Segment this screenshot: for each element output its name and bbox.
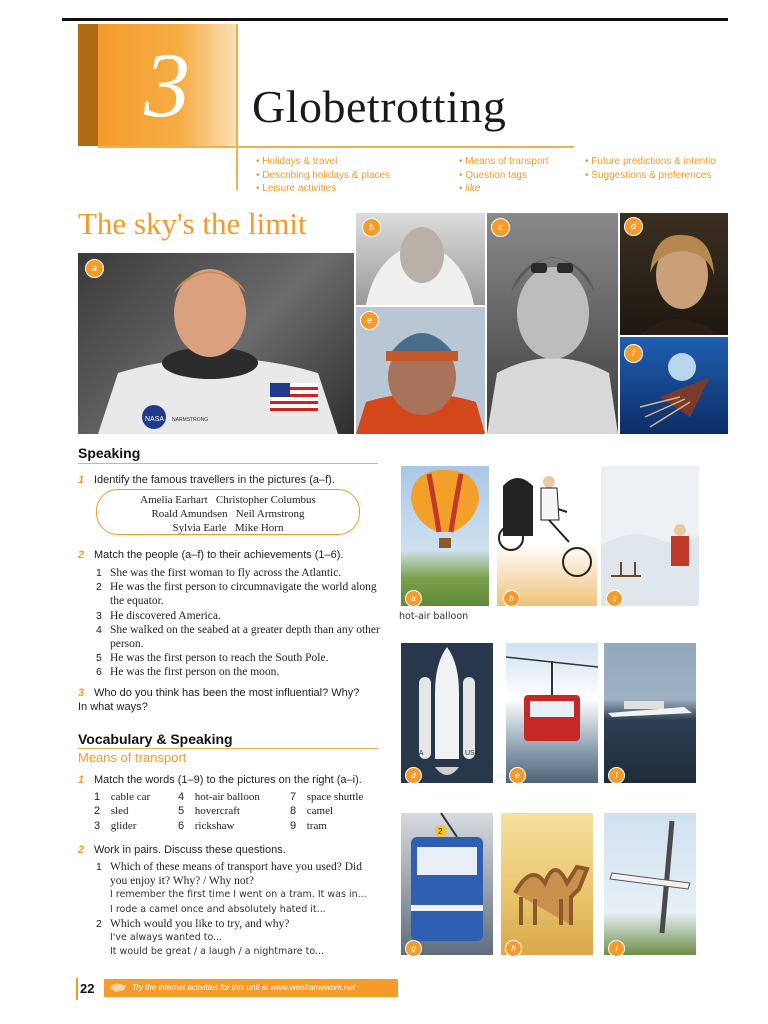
traveller-name: Sylvia Earle bbox=[172, 522, 227, 534]
speaking-question-2: 2 Match the people (a–f) to their achievements (1–6). bbox=[78, 549, 344, 561]
traveller-name: Neil Armstrong bbox=[235, 508, 305, 520]
list-item: 6 He was the first person on the moon. bbox=[96, 666, 280, 679]
speaking-question-3: 3 Who do you think has been the most influential? Why? In what ways? bbox=[78, 687, 360, 713]
traveller-name: Roald Amundsen bbox=[151, 508, 228, 520]
vocab-column-2 bbox=[178, 790, 288, 833]
photo-label-b: b bbox=[362, 218, 381, 237]
photo-label-c: c bbox=[491, 218, 510, 237]
astronaut-illustration bbox=[78, 253, 354, 434]
vocab-rule bbox=[78, 748, 378, 749]
lesson-title: The sky's the limit bbox=[78, 206, 307, 241]
topics-column-3 bbox=[585, 155, 728, 182]
vocab-heading: Vocabulary & Speaking bbox=[78, 731, 233, 747]
topic-item: • Suggestions & preferences bbox=[585, 169, 728, 183]
illustration-label-h: h bbox=[505, 940, 522, 957]
illustration-label-a: a bbox=[405, 590, 422, 607]
vocab-question-1: 1 Match the words (1–9) to the pictures on the right (a–i). bbox=[78, 774, 362, 786]
unit-title: Globetrotting bbox=[252, 81, 507, 132]
topic-item: • Future predictions & intentio bbox=[585, 155, 728, 169]
illustration-a-hot-air-balloon bbox=[401, 466, 489, 606]
vocab-word: 7 space shuttle bbox=[290, 791, 364, 803]
topic-item: • Means of transport bbox=[459, 155, 549, 169]
header-vertical-rule bbox=[236, 24, 238, 190]
illustration-e-cable-car bbox=[506, 643, 598, 783]
illustration-b-rickshaw bbox=[497, 466, 597, 606]
illustration-label-i: i bbox=[608, 940, 625, 957]
topics-column-2 bbox=[459, 155, 549, 196]
footer-accent-bar bbox=[76, 978, 78, 1000]
vocab-subheading: Means of transport bbox=[78, 750, 187, 765]
list-item: 2 He was the first person to circumnavigate the world along the equator. bbox=[96, 581, 377, 608]
illustration-f-hovercraft bbox=[604, 643, 696, 783]
illustration-label-g: g bbox=[405, 940, 422, 957]
photo-a-nasa-logo: NASA bbox=[145, 416, 165, 423]
discussion-questions bbox=[96, 860, 381, 959]
list-item: 3 He discovered America. bbox=[96, 609, 221, 622]
list-item: 1 She was the first woman to fly across the Atlantic. bbox=[96, 567, 342, 579]
list-item: 1 Which of these means of transport have you used? Did you enjoy it? Why? / Why not? bbox=[96, 861, 362, 888]
traveller-name: Mike Horn bbox=[234, 522, 284, 534]
illustration-i-glider bbox=[604, 813, 696, 955]
vocab-question-2: 2 Work in pairs. Discuss these questions. bbox=[78, 844, 286, 856]
hand-pointer-icon bbox=[108, 980, 128, 996]
page-number: 22 bbox=[80, 981, 95, 996]
example-sentence: I rode a camel once and absolutely hated it... bbox=[110, 903, 326, 915]
list-item: 2 Which would you like to try, and why? bbox=[96, 917, 290, 930]
vocab-word: 2 sled bbox=[94, 805, 129, 818]
top-border bbox=[62, 18, 728, 21]
header-horizontal-rule bbox=[98, 146, 574, 148]
vocab-word: 5 hovercraft bbox=[178, 805, 240, 818]
vocab-word: 3 glider bbox=[94, 819, 137, 832]
speaking-question-1: 1 Identify the famous travellers in the pictures (a–f). bbox=[78, 474, 335, 486]
illustration-label-b: b bbox=[503, 590, 520, 607]
illustration-caption: hot-air balloon bbox=[399, 611, 469, 622]
topic-item: • Question tags bbox=[459, 169, 549, 183]
photo-label-f: f bbox=[624, 344, 643, 363]
speaking-heading: Speaking bbox=[78, 445, 141, 461]
speaking-rule bbox=[78, 463, 378, 464]
list-item: 5 He was the first person to reach the South Pole. bbox=[96, 652, 329, 665]
illustration-h-camel bbox=[501, 813, 593, 955]
photo-label-e: e bbox=[360, 311, 379, 330]
illustration-d-space-shuttle bbox=[401, 643, 493, 783]
list-item: 4 She walked on the seabed at a greater depth than any other person. bbox=[96, 623, 380, 651]
illustration-label-c: c bbox=[606, 590, 623, 607]
traveller-name: Christopher Columbus bbox=[215, 494, 316, 506]
unit-side-bar bbox=[78, 24, 98, 146]
photo-a-astronaut bbox=[78, 253, 354, 434]
illustration-label-e: e bbox=[509, 767, 526, 784]
vocab-word: 4 hot-air balloon bbox=[178, 791, 260, 803]
photo-a-name-tag: NARMSTRONG bbox=[172, 417, 209, 423]
traveller-names-box bbox=[96, 489, 360, 535]
example-sentence: I've always wanted to... bbox=[110, 932, 223, 944]
vocab-word: 1 cable car bbox=[94, 791, 151, 803]
example-sentence: I remember the first time I went on a tram. It was in... bbox=[110, 889, 367, 901]
traveller-name: Amelia Earhart bbox=[140, 494, 208, 506]
vocab-column-3 bbox=[290, 790, 400, 833]
illustration-label-d: d bbox=[405, 767, 422, 784]
illustration-label-f: f bbox=[608, 767, 625, 784]
unit-number: 3 bbox=[144, 34, 190, 136]
vocab-word: 9 tram bbox=[290, 819, 327, 832]
topic-item: • Describing holidays & places bbox=[256, 169, 390, 183]
example-sentence: It would be great / a laugh / a nightmare to... bbox=[110, 946, 325, 958]
photo-label-a: a bbox=[85, 259, 104, 278]
topic-item: • Leisure activities bbox=[256, 182, 390, 196]
illustration-g-tram bbox=[401, 813, 493, 955]
photo-c-earhart bbox=[487, 213, 618, 434]
topics-column-1 bbox=[256, 155, 390, 196]
shuttle-right-text: USA bbox=[465, 750, 480, 757]
vocab-word: 8 camel bbox=[290, 805, 334, 818]
tram-number: 2 bbox=[438, 827, 443, 836]
topic-item: • Holidays & travel bbox=[256, 155, 390, 169]
photo-label-d: d bbox=[624, 217, 643, 236]
achievements-list bbox=[96, 566, 381, 680]
shuttle-left-text: USA bbox=[409, 750, 424, 757]
vocab-word: 6 rickshaw bbox=[178, 819, 235, 832]
topic-item: • like bbox=[459, 182, 549, 196]
illustration-c-sled bbox=[601, 466, 699, 606]
internet-activities-text: Try the internet activities for this unit at www.webframework.net bbox=[132, 983, 356, 992]
